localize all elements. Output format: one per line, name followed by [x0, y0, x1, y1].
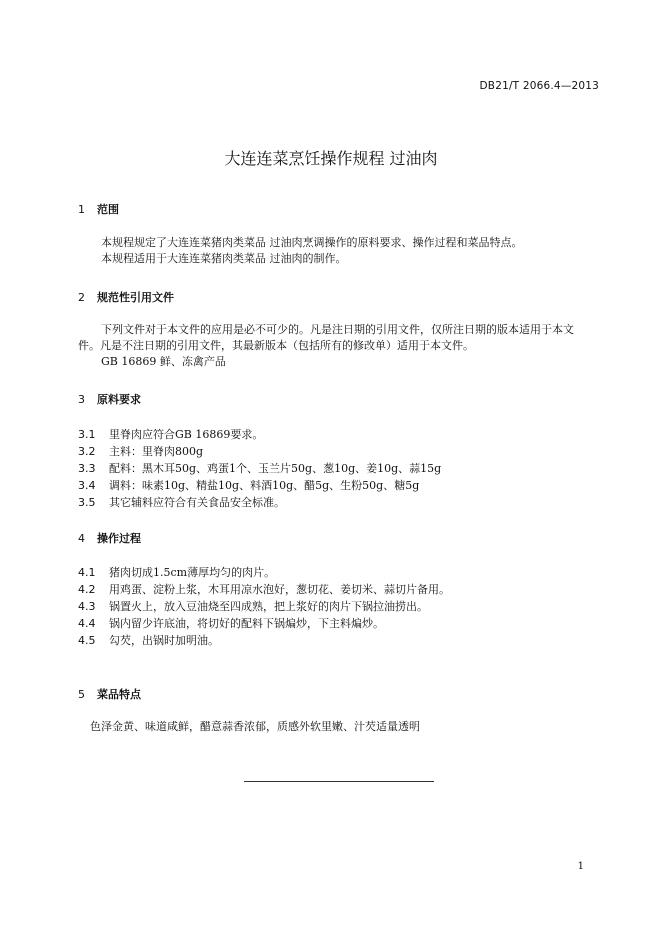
normative-paragraph-line-1: 下列文件对于本文件的应用是必不可少的。凡是注日期的引用文件，仅所注日期的版本适用于本文 [101, 323, 574, 336]
section-number: 1 [78, 203, 85, 216]
list-item [78, 494, 285, 510]
item-number: 4.3 [78, 600, 96, 613]
list-item [78, 426, 263, 442]
item-text: 锅内留少许底油，将切好的配料下锅煸炒，下主料煸炒。 [109, 617, 384, 630]
section-title: 菜品特点 [97, 688, 141, 701]
section-1-heading [78, 201, 119, 217]
scope-paragraph-1: 本规程规定了大连连菜猪肉类菜品 过油肉烹调操作的原料要求、操作过程和菜品特点。 [101, 236, 523, 249]
document-title: 大连连菜烹饪操作规程 过油肉 [224, 149, 438, 168]
item-number: 3.5 [78, 496, 96, 509]
item-number: 4.4 [78, 617, 96, 630]
section-number: 3 [78, 393, 85, 406]
item-text: 配料：黑木耳50g、鸡蛋1个、玉兰片50g、葱10g、姜10g、蒜15g [109, 462, 442, 475]
item-number: 3.3 [78, 462, 96, 475]
item-number: 4.5 [78, 634, 96, 647]
item-number: 3.2 [78, 445, 96, 458]
section-2-heading [78, 289, 174, 305]
section-title: 原料要求 [97, 393, 141, 406]
normative-paragraph-line-2: 件。凡是不注日期的引用文件，其最新版本（包括所有的修改单）适用于本文件。 [78, 339, 474, 352]
scope-paragraph-2: 本规程适用于大连连菜猪肉类菜品 过油肉的制作。 [101, 252, 347, 265]
list-item [78, 581, 450, 597]
standard-code: DB21/T 2066.4—2013 [479, 80, 599, 92]
page-number: 1 [577, 861, 584, 872]
list-item [78, 460, 441, 476]
section-5-heading [78, 686, 141, 702]
item-text: 用鸡蛋、淀粉上浆，木耳用凉水泡好，葱切花、姜切米、蒜切片备用。 [109, 583, 450, 596]
normative-reference: GB 16869 鲜、冻禽产品 [101, 355, 226, 368]
section-number: 5 [78, 688, 85, 701]
list-item [78, 632, 219, 648]
dish-characteristics: 色泽金黄、味道咸鲜，醋意蒜香浓郁，质感外软里嫩、汁芡适量透明 [90, 720, 420, 733]
list-item [78, 564, 275, 580]
item-text: 调料：味素10g、精盐10g、料酒10g、醋5g、生粉50g、糖5g [109, 479, 420, 492]
item-text: 里脊肉应符合GB 16869要求。 [109, 428, 264, 441]
end-rule [244, 781, 434, 782]
list-item [78, 615, 384, 631]
item-number: 3.1 [78, 428, 96, 441]
item-text: 锅置火上，放入豆油烧至四成熟，把上浆好的肉片下锅拉油捞出。 [109, 600, 428, 613]
list-item [78, 598, 428, 614]
item-text: 主料：里脊肉800g [109, 445, 204, 458]
section-number: 4 [78, 532, 85, 545]
section-4-heading [78, 530, 141, 546]
item-number: 4.1 [78, 566, 96, 579]
list-item [78, 443, 203, 459]
section-title: 范围 [97, 203, 119, 216]
section-title: 操作过程 [97, 532, 141, 545]
item-text: 勾芡，出锅时加明油。 [109, 634, 219, 647]
list-item [78, 477, 419, 493]
section-title: 规范性引用文件 [97, 291, 174, 304]
item-number: 4.2 [78, 583, 96, 596]
section-3-heading [78, 391, 141, 407]
item-text: 其它辅料应符合有关食品安全标准。 [109, 496, 285, 509]
item-number: 3.4 [78, 479, 96, 492]
item-text: 猪肉切成1.5cm薄厚均匀的肉片。 [109, 566, 276, 579]
section-number: 2 [78, 291, 85, 304]
